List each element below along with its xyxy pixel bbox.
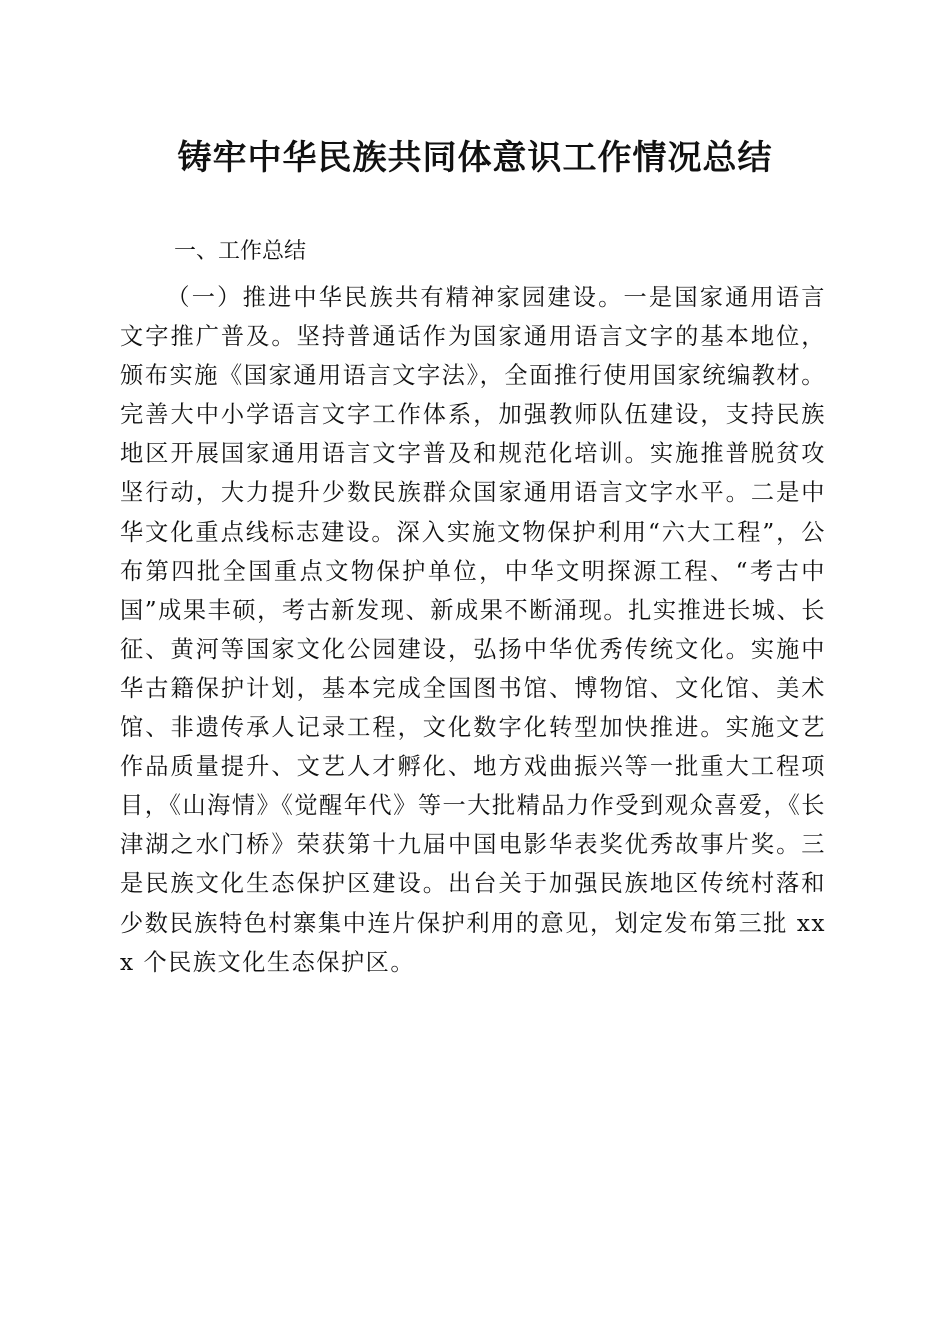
body-paragraph: （一）推进中华民族共有精神家园建设。一是国家通用语言文字推广普及。坚持普通话作为国家通用语言文字的基本地位，颁布实施《国家通用语言文字法》，全面推行使用国家统编教材。完善大中小学语言文字工作体系，加强教师队伍建设，支持民族地区开展国家通用语言文字普及和规范化培训。实施推普脱贫攻坚行动，大力提升少数民族群众国家通用语言文字水平。二是中华文化重点线标志建设。深入实施文物保护利用“六大工程”，公布第四批全国重点文物保护单位，中华文明探源工程、“考古中国”成果丰硕，考古新发现、新成果不断涌现。扎实推进长城、长征、黄河等国家文化公园建设，弘扬中华优秀传统文化。实施中华古籍保护计划，基本完成全国图书馆、博物馆、文化馆、美术馆、非遗传承人记录工程，文化数字化转型加快推进。实施文艺作品质量提升、文艺人才孵化、地方戏曲振兴等一批重大工程项目，《山海情》《觉醒年代》等一大批精品力作受到观众喜爱，《长津湖之水门桥》荣获第十九届中国电影华表奖优秀故事片奖。三是民族文化生态保护区建设。出台关于加强民族地区传统村落和少数民族特色村寨集中连片保护利用的意见，划定发布第三批 xxx 个民族文化生态保护区。	[120, 284, 826, 976]
section-heading: 一、工作总结	[174, 239, 307, 264]
document-title: 铸牢中华民族共同体意识工作情况总结	[177, 138, 773, 178]
